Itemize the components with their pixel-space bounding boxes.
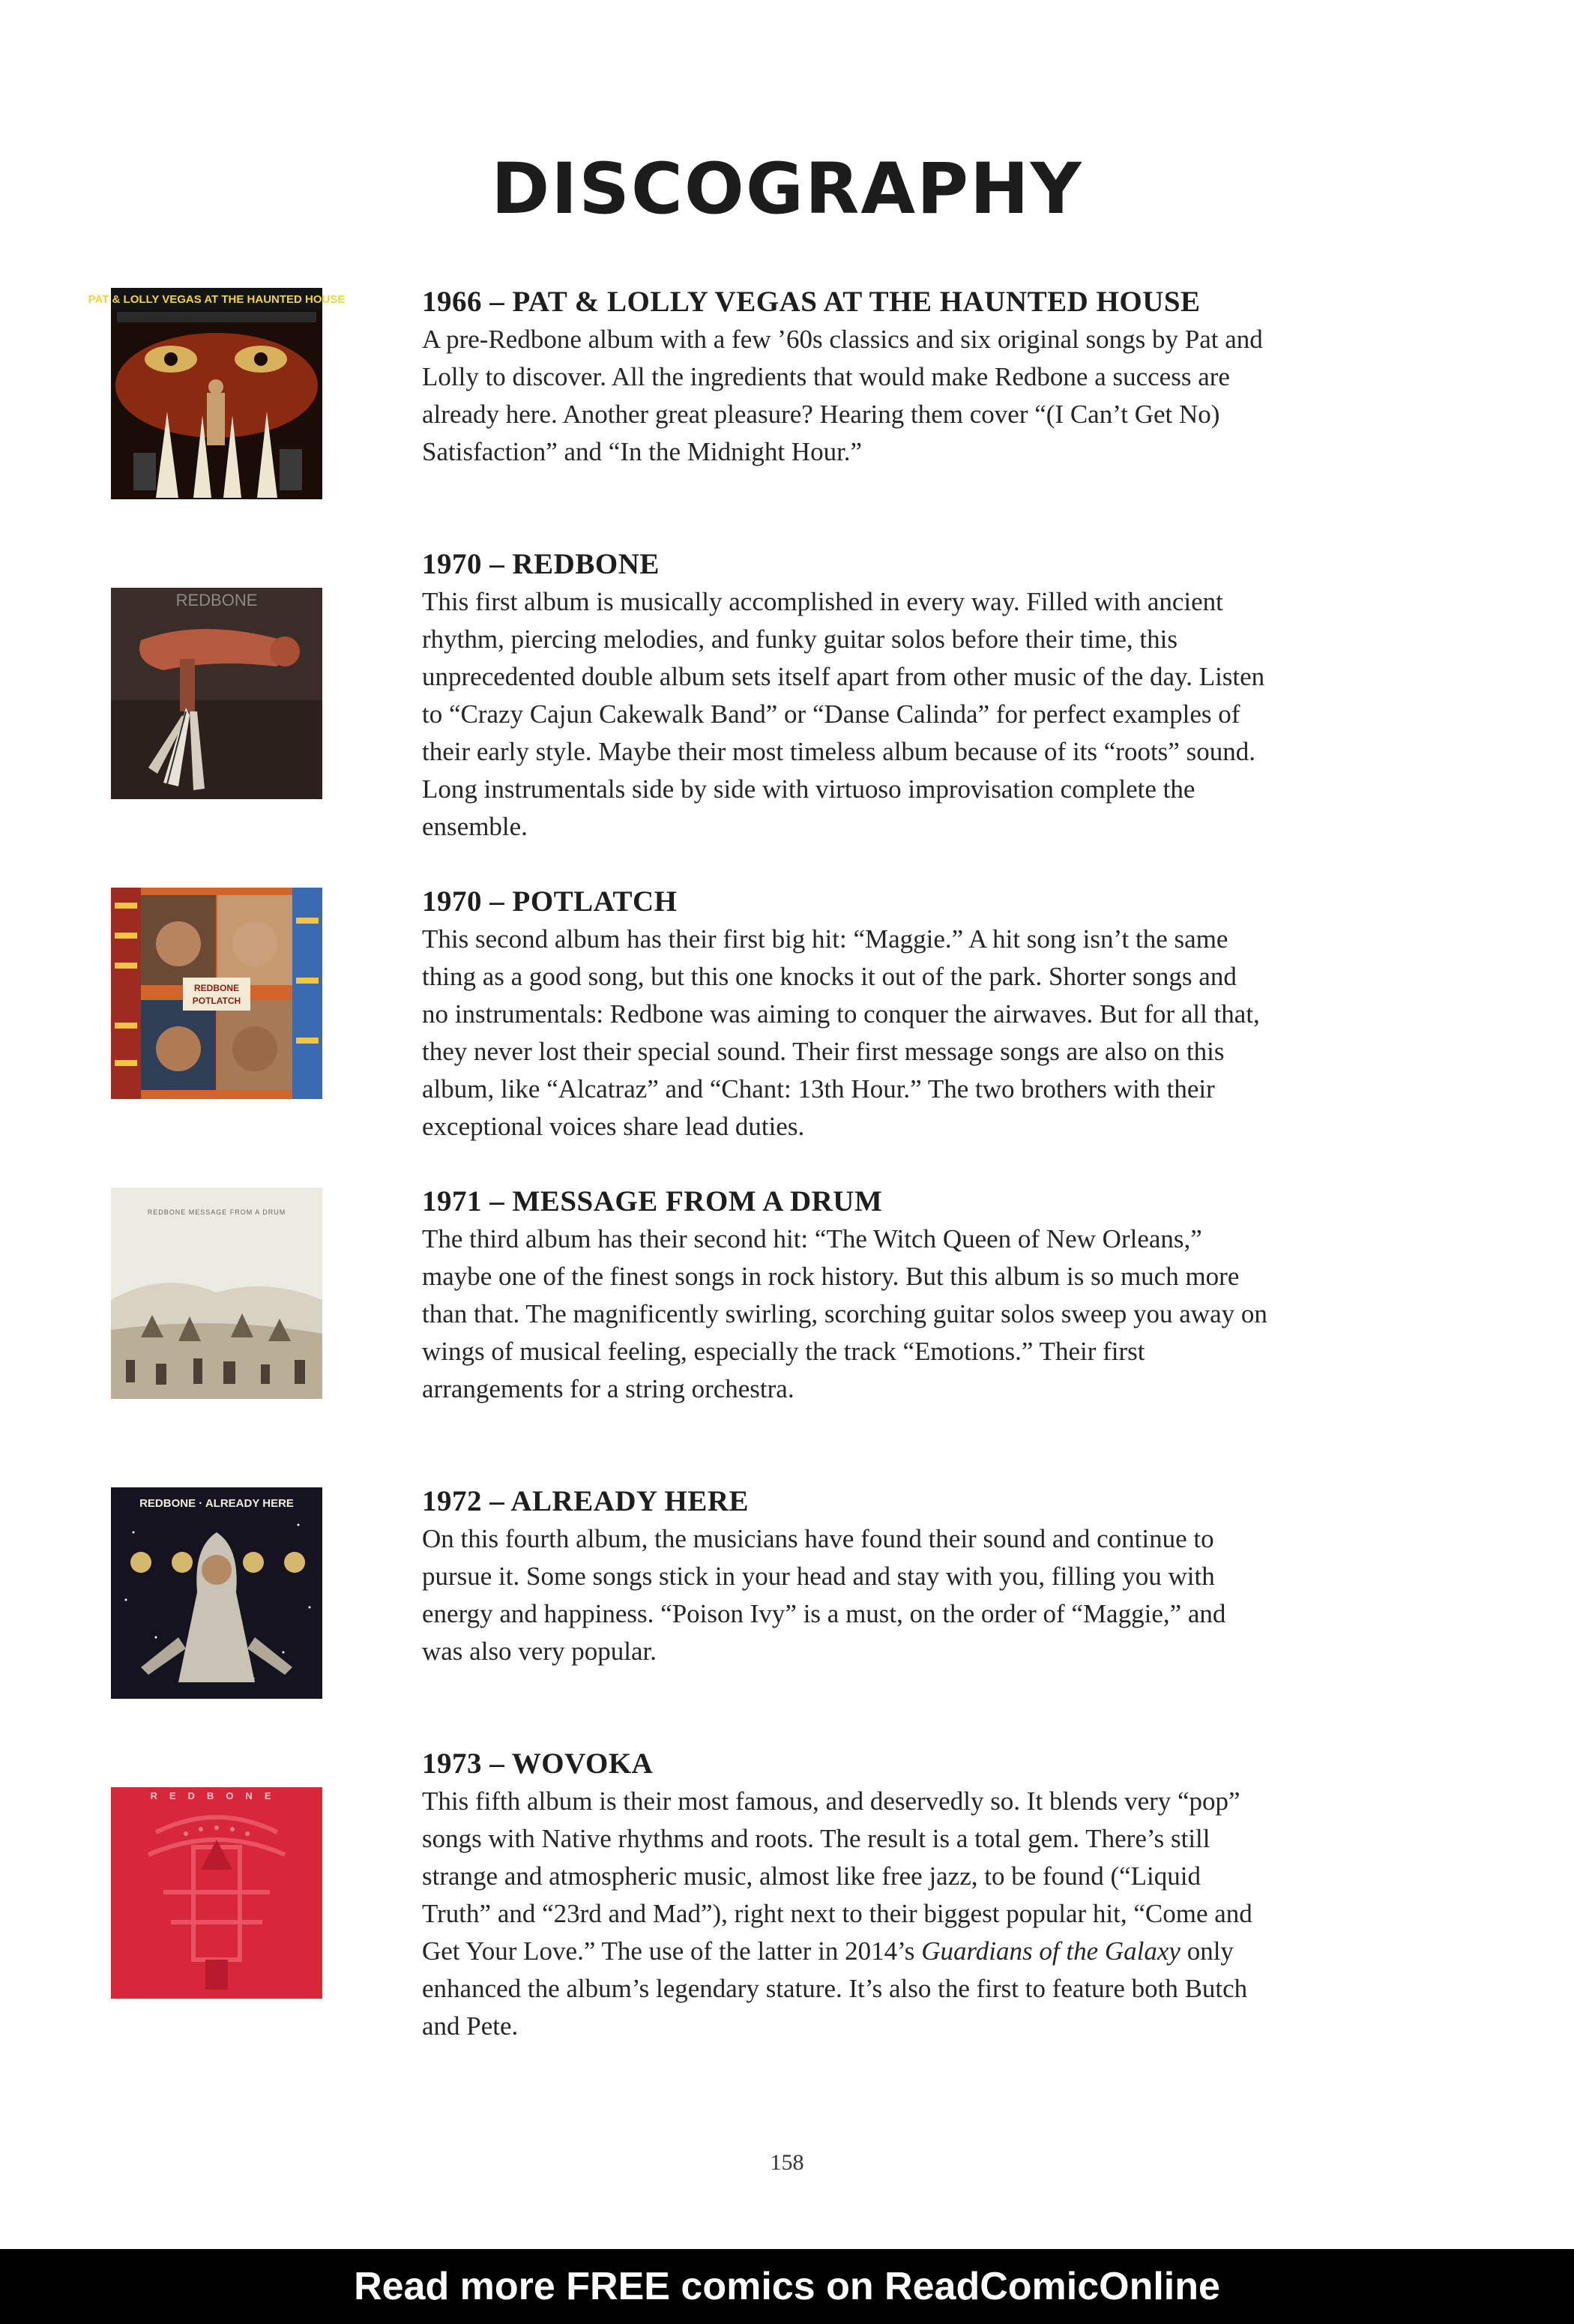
album-cover-wovoka	[111, 1787, 322, 1999]
album-heading: 1972 – ALREADY HERE	[422, 1485, 750, 1517]
album-description: The third album has their second hit: “The Witch Queen of New Orleans,” maybe one of the finest songs in rock history. But this album is so much more than that. The magnificently swirling, scorching guitar solos sweep you away on wings of musical feeling, especially the track “Emotions.” Their first arrangements for a string orchestra.	[422, 1224, 1267, 1403]
footer-banner[interactable]: Read more FREE comics on ReadComicOnline	[0, 2249, 1574, 2324]
album-heading: 1970 – REDBONE	[422, 548, 660, 580]
album-heading: 1973 – WOVOKA	[422, 1747, 654, 1780]
message-from-a-drum-cover-art	[111, 1187, 322, 1399]
album-cover-already-here	[111, 1487, 322, 1699]
page-title: DISCOGRAPHY	[491, 148, 1083, 230]
wovoka-cover-art	[111, 1787, 322, 1999]
redbone-cover-art	[111, 588, 322, 799]
album-description-film-title: Guardians of the Galaxy	[921, 1936, 1180, 1966]
album-cover-haunted-house	[88, 288, 346, 499]
cover-subtitle: POTLATCH	[192, 996, 241, 1006]
album-description: On this fourth album, the musicians have found their sound and continue to pursue it. Some songs stick in your head and stay with you, filling you with energy and happiness. “Poison Ivy” is a must, on the order of “Maggie,” and was also very popular.	[422, 1524, 1226, 1666]
album-cover-redbone	[111, 588, 322, 799]
album-description	[422, 1783, 1269, 2045]
album-heading: 1970 – POTLATCH	[422, 885, 678, 918]
album-description: This first album is musically accomplished in every way. Filled with ancient rhythm, piercing melodies, and funky guitar solos before their time, this unprecedented double album sets itself apart from other music of the day. Listen to “Crazy Cajun Cakewalk Band” or “Danse Calinda” for perfect examples of their early style. Maybe their most timeless album because of its “roots” sound. Long instrumentals side by side with virtuoso improvisation complete the ensemble.	[422, 587, 1265, 841]
cover-title: REDBONE · ALREADY HERE	[139, 1497, 294, 1510]
cover-title: REDBONE	[193, 983, 240, 993]
potlatch-cover-art	[111, 888, 322, 1099]
album-heading: 1966 – PAT & LOLLY VEGAS AT THE HAUNTED HOUSE	[422, 286, 1201, 318]
album-description-part: only enhanced the album’s legendary stature. It’s also the first to feature both Butch and Pete.	[422, 1936, 1248, 2041]
already-here-cover-art	[111, 1487, 322, 1699]
album-cover-potlatch	[111, 888, 322, 1099]
haunted-house-cover-art	[88, 288, 346, 499]
cover-title: REDBONE MESSAGE FROM A DRUM	[147, 1208, 286, 1216]
page-number: 158	[770, 2150, 804, 2175]
cover-title: REDBONE	[175, 591, 258, 609]
album-description: A pre-Redbone album with a few ’60s classics and six original songs by Pat and Lolly to discover. All the ingredients that would make Redbone a success are already here. Another great pleasure? Hearing them cover “(I Can’t Get No) Satisfaction” and “In the Midnight Hour.”	[422, 325, 1263, 466]
album-heading: 1971 – MESSAGE FROM A DRUM	[422, 1185, 883, 1217]
album-cover-message-from-a-drum	[111, 1187, 322, 1399]
album-description: This second album has their first big hit: “Maggie.” A hit song isn’t the same thing as a good song, but this one knocks it out of the park. Shorter songs and no instrumentals: Redbone was aiming to conquer the airwaves. But for all that, they never lost their special sound. Their first message songs are also on this album, like “Alcatraz” and “Chant: 13th Hour.” The two brothers with their exceptional voices share lead duties.	[422, 924, 1260, 1141]
cover-title: PAT & LOLLY VEGAS AT THE HAUNTED HOUSE	[88, 293, 346, 306]
album-description-part: This fifth album is their most famous, and deservedly so. It blends very “pop” songs with Native rhythms and roots. The result is a total gem. There’s still strange and atmospheric music, almost like free jazz, to be found (“Liquid Truth” and “23rd and Mad”), right next to their biggest popular hit, “Come and Get Your Love.” The use of the latter in 2014’s	[422, 1786, 1252, 1966]
cover-title: REDBONE	[150, 1790, 283, 1801]
